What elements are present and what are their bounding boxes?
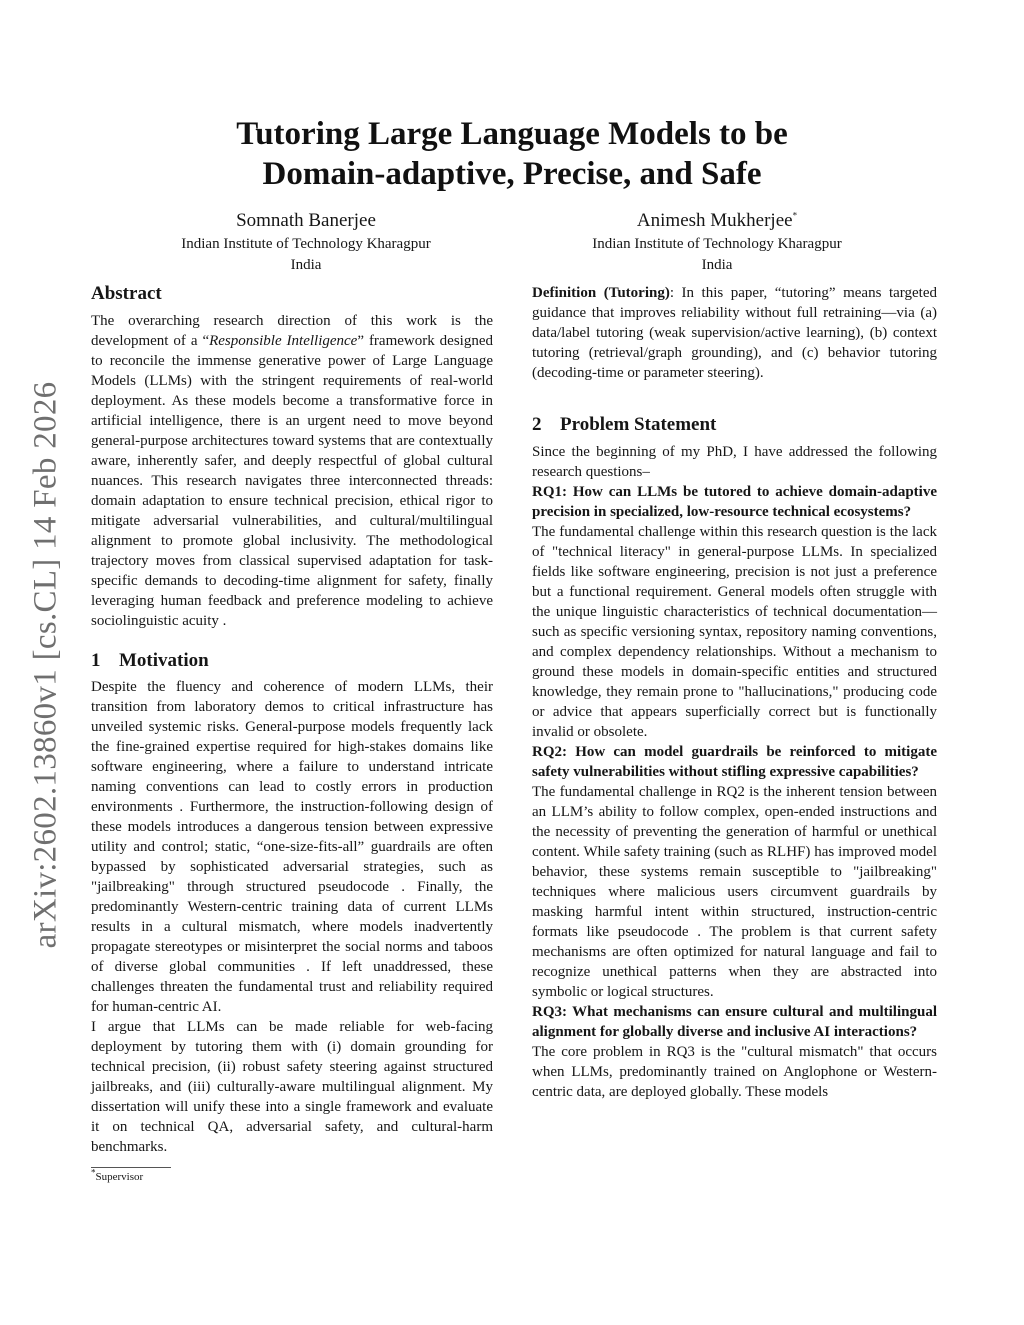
left-column [91,282,493,1184]
problem-intro: Since the beginning of my PhD, I have addressed the following research questions– [532,444,937,480]
paper-title [130,114,894,194]
arxiv-identifier-sidebar [26,370,66,960]
motivation-paragraph-1: Despite the fluency and coherence of modern LLMs, their transition from laboratory demos to critical infrastructure has unveiled systemic risks. General-purpose models frequently lack the fine-grained expertise required for high-stakes domains like software engineering, where a failure to understand intricate naming conventions can lead to costly errors in production environments . Furthermore, the instruction-following design of these models introduces a dangerous tension between expressive utility and control; static, “one-size-fits-all” guardrails are often bypassed by sophisticated adversarial strategies, such as "jailbreaking" through structured pseudocode . Finally, the predominantly Western-centric training data of current LLMs results in a cultural mismatch, where models inadvertently propagate stereotypes or misinterpret the social norms and taboos of diverse global communities . If left unaddressed, these challenges threaten the fundamental trust and reliability required for human-centric AI. [91,679,493,1015]
author-name: Somnath Banerjee [236,210,376,231]
rq1-text: The fundamental challenge within this research question is the lack of "technical literacy" in general-purpose LLMs. In specialized fields like software engineering, precision is not just a preference but a functional requirement. General models often struggle with the unique linguistic characteristics of technical documentation—such as specific versioning syntax, repository naming conventions, and complex dependency relationships. Without a mechanism to ground these models in domain-specific entities and structured knowledge, they remain prone to "hallucinations," producing code or advice that appears superficially correct but is functionally invalid or obsolete. [532,524,937,740]
right-column [532,283,937,1102]
rq1-title: RQ1: How can LLMs be tutored to achieve domain-adaptive precision in specialized, low-resource technical ecosystems? [532,484,937,520]
definition-label: Definition (Tutoring) [532,285,670,301]
footnote [91,1167,493,1184]
definition-text: : In this paper, “tutoring” means targeted guidance that improves reliability without full retraining—via (a) data/label tutoring (weak supervision/active learning), (b) context tutoring (retrieval/graph grounding), and (c) behavior tutoring (decoding-time or parameter steering). [532,285,937,381]
motivation-paragraph-2: I argue that LLMs can be made reliable for web-facing deployment by tutoring them with (i) domain grounding for technical precision, (ii) robust safety steering against structured jailbreaks, and (iii) culturally-aware multilingual alignment. My dissertation will unify these into a single framework and evaluate it on technical QA, adversarial safety, and cultural-harm benchmarks. [91,1019,493,1155]
author-affiliation: Indian Institute of Technology Kharagpur [181,236,431,252]
author-country: India [290,257,322,273]
paper-title-line-2: Domain-adaptive, Precise, and Safe [262,156,762,192]
abstract-text-part: The overarching research direction of this work is the development of a “ [91,313,493,349]
definition-paragraph [532,283,937,383]
section-number: 2 [532,414,542,435]
author-name: Animesh Mukherjee [636,210,793,231]
section-title: Problem Statement [560,414,717,435]
footnote-rule [91,1167,171,1168]
rq3-title: RQ3: What mechanisms can ensure cultural and multilingual alignment for globally diverse and inclusive AI interactions? [532,1004,937,1040]
footnote-text: Supervisor [95,1171,144,1183]
footnote-marker: * [91,1167,96,1178]
author-affiliation: Indian Institute of Technology Kharagpur [592,236,842,252]
rq2-text: The fundamental challenge in RQ2 is the inherent tension between an LLM’s ability to follow complex, open-ended instructions and the necessity of preventing the generation of harmful or unethical content. While safety training (such as RLHF) has improved model behavior, these systems remain susceptible to "jailbreaking" techniques where malicious users circumvent guardrails by masking harmful intent within structured, instruction-centric formats like pseudocode . The problem is that current safety mechanisms are often optimized for natural language and fail to recognize unethical patterns when they are abstracted into symbolic or logical structures. [532,784,937,1000]
author-block-2 [567,207,867,276]
author-block-1 [156,207,456,276]
abstract-emphasis: Responsible Intelligence [209,333,358,349]
section-number: 1 [91,650,101,671]
abstract-heading: Abstract [91,283,162,304]
section-1-heading [91,649,493,673]
rq2-title: RQ2: How can model guardrails be reinforced to mitigate safety vulnerabilities without stifling expressive capabilities? [532,744,937,780]
arxiv-identifier: arXiv:2602.13860v1 [cs.CL] 14 Feb 2026 [27,381,64,949]
rq3-text: The core problem in RQ3 is the "cultural mismatch" that occurs when LLMs, predominantly trained on Anglophone or Western-centric data, are deployed globally. These models [532,1044,937,1100]
abstract-text [91,311,493,631]
paper-title-line-1: Tutoring Large Language Models to be [236,116,788,152]
author-country: India [701,257,733,273]
author-marker: * [792,210,798,221]
section-title: Motivation [119,650,209,671]
abstract-text-part: ” framework designed to reconcile the immense generative power of Large Language Models (LLMs) with the stringent requirements of real-world deployment. As these models become a transformative force in artificial intelligence, there is an urgent need to move beyond general-purpose architectures toward systems that are contextually aware, inherently safer, and deeply respectful of global cultural nuances. This research navigates three interconnected threads: domain adaptation to ensure technical precision, ethical rigor to mitigate adversarial vulnerabilities, and cultural/multilingual alignment to promote global inclusivity. The methodological trajectory moves from classical supervised adaptation for task-specific demands to decoding-time alignment for safety, finally leveraging human feedback and preference modeling to achieve sociolinguistic acuity . [91,333,493,629]
section-2-heading [532,413,937,437]
